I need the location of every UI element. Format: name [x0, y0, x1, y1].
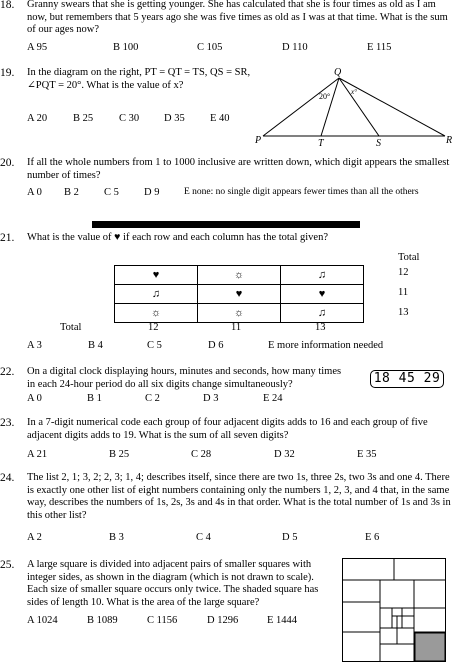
answer-e[interactable]: E 115	[367, 42, 392, 53]
grid-row	[115, 285, 364, 304]
answer-a[interactable]: A 2	[27, 532, 42, 543]
answer-d[interactable]: D 9	[144, 187, 160, 198]
question-text: A large square is divided into adjacent pairs of smaller squares with integer sides, as shown in the diagram (which is not drawn to scale). Each size of smaller square occurs only twice. The shaded square has sides of length 10. What is the area of the large square?	[27, 559, 319, 608]
question-text: Granny swears that she is getting younger. She has calculated that she is four times as old as I am now, but remembers that 5 years ago she was five times as old as I was at that time. What is the sum of our ages now?	[27, 0, 448, 35]
label-q: Q	[334, 67, 342, 78]
answer-b[interactable]: B 2	[64, 187, 79, 198]
question-number: 22.	[0, 366, 15, 378]
answer-a[interactable]: A 0	[27, 393, 42, 404]
answer-b[interactable]: B 1089	[87, 615, 118, 626]
answer-c[interactable]: C 5	[104, 187, 119, 198]
triangle-diagram	[255, 66, 454, 148]
answer-b[interactable]: B 25	[109, 449, 130, 460]
label-t: T	[318, 138, 324, 148]
answer-e[interactable]: E 24	[263, 393, 283, 404]
answer-d[interactable]: D 1296	[207, 615, 239, 626]
answer-b[interactable]: B 100	[113, 42, 139, 53]
answer-c[interactable]: C 4	[196, 532, 211, 543]
total-label-bottom: Total	[60, 322, 82, 333]
row-total: 12	[398, 267, 409, 278]
question-number: 25.	[0, 559, 15, 571]
answer-e[interactable]: E more information needed	[268, 340, 384, 351]
label-p: P	[255, 135, 262, 146]
question-text: In the diagram on the right, PT = QT = TS, QS = SR, ∠PQT = 20°. What is the value of x?	[27, 67, 251, 91]
question-number: 24.	[0, 472, 15, 484]
question-text: In a 7-digit numerical code each group of four adjacent digits adds to 16 and each group of five adjacent digits adds to 19. What is the sum of all seven digits?	[27, 417, 428, 441]
answer-a[interactable]: A 21	[27, 449, 48, 460]
answer-c[interactable]: C 1156	[147, 615, 178, 626]
row-total: 11	[398, 287, 409, 298]
question-20	[0, 157, 454, 202]
column-total: 12	[148, 322, 159, 333]
question-number: 20.	[0, 157, 15, 169]
question-text: What is the value of ♥ if each row and each column has the total given?	[27, 232, 328, 243]
answer-e[interactable]: E 35	[357, 449, 377, 460]
answer-e[interactable]: E 1444	[267, 615, 298, 626]
answer-a[interactable]: A 0	[27, 187, 42, 198]
answer-c[interactable]: C 105	[197, 42, 223, 53]
grid-cell: ☼	[198, 304, 281, 323]
square-dissection-diagram	[342, 558, 446, 662]
question-24	[0, 472, 454, 547]
grid-cell: ♥	[115, 266, 198, 285]
angle-x-label: x°	[351, 88, 357, 96]
answer-d[interactable]: D 35	[164, 113, 185, 124]
answer-e[interactable]: E none: no single digit appears fewer times than all the others	[184, 187, 419, 197]
digital-clock-display: 18 45 29	[370, 370, 444, 388]
column-total: 13	[315, 322, 326, 333]
column-total: 11	[231, 322, 242, 333]
grid-row	[115, 266, 364, 285]
question-25	[0, 559, 340, 634]
grid-cell: ☼	[115, 304, 198, 323]
answer-b[interactable]: B 25	[73, 113, 94, 124]
answer-e[interactable]: E 6	[365, 532, 380, 543]
answer-b[interactable]: B 4	[88, 340, 103, 351]
question-text: On a digital clock displaying hours, minutes and seconds, how many times in each 24-hour period do all six digits change simultaneously?	[27, 366, 342, 390]
question-text: If all the whole numbers from 1 to 1000 inclusive are written down, which digit appears the smallest number of times?	[27, 157, 450, 181]
question-number: 21.	[0, 232, 15, 244]
answer-c[interactable]: C 30	[119, 113, 140, 124]
answer-d[interactable]: D 3	[203, 393, 219, 404]
answer-a[interactable]: A 3	[27, 340, 42, 351]
grid-row	[115, 304, 364, 323]
shaded-square	[415, 633, 445, 661]
angle-20-label: 20°	[319, 92, 331, 101]
answer-c[interactable]: C 5	[147, 340, 162, 351]
answer-b[interactable]: B 1	[87, 393, 102, 404]
answer-a[interactable]: A 95	[27, 42, 48, 53]
grid-cell: ☼	[198, 266, 281, 285]
answer-d[interactable]: D 110	[282, 42, 308, 53]
question-23	[0, 417, 454, 462]
answer-d[interactable]: D 6	[208, 340, 224, 351]
grid-cell: ♫	[281, 304, 364, 323]
grid-cell: ♫	[281, 266, 364, 285]
answer-d[interactable]: D 5	[282, 532, 298, 543]
question-number: 23.	[0, 417, 15, 429]
symbol-grid	[114, 265, 364, 323]
grid-cell: ♫	[115, 285, 198, 304]
answer-e[interactable]: E 40	[210, 113, 230, 124]
label-r: R	[446, 135, 453, 146]
answer-d[interactable]: D 32	[274, 449, 295, 460]
grid-cell: ♥	[198, 285, 281, 304]
answer-b[interactable]: B 3	[109, 532, 124, 543]
grid-cell: ♥	[281, 285, 364, 304]
answer-c[interactable]: C 2	[145, 393, 160, 404]
question-18	[0, 0, 454, 60]
row-total: 13	[398, 307, 409, 318]
answer-c[interactable]: C 28	[191, 449, 212, 460]
question-number: 18.	[0, 0, 15, 11]
section-divider	[92, 221, 360, 228]
answer-a[interactable]: A 1024	[27, 615, 58, 626]
question-text: The list 2, 1; 3, 2; 2, 3; 1, 4; describes itself, since there are two 1s, three 2s, two 3s and one 4. There is exactly one other list of eight numbers containing only the numbers 1, 2, 3, and 4 that, in the same way, describes the numbers of 1s, 2s, 3s and 4s in that order. What is the total number of 1s and 3s in this other list?	[27, 472, 451, 521]
question-number: 19.	[0, 67, 15, 79]
label-s: S	[376, 138, 381, 148]
answer-a[interactable]: A 20	[27, 113, 48, 124]
total-label-top: Total	[398, 252, 420, 263]
